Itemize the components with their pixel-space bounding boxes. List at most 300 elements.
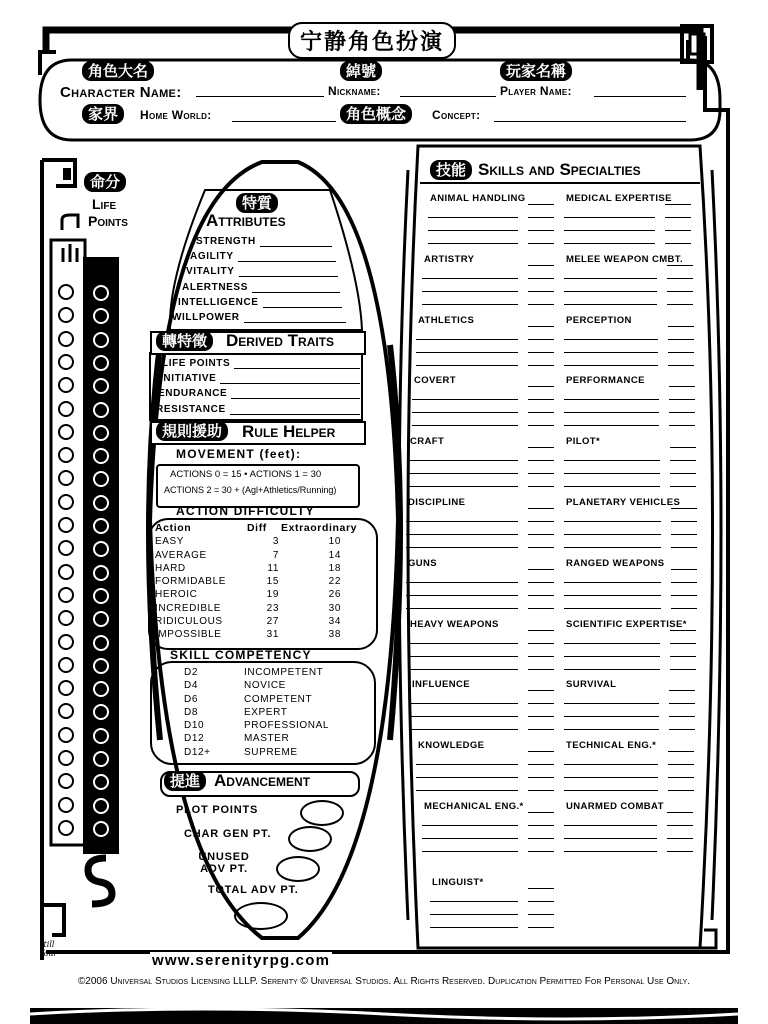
- home-world-field[interactable]: [232, 121, 336, 122]
- specialty-rating-field[interactable]: [671, 608, 697, 609]
- concept-label: Concept:: [432, 108, 481, 122]
- specialty-rating-field[interactable]: [528, 914, 554, 915]
- wound-circle[interactable]: [93, 821, 109, 837]
- specialty-field[interactable]: [422, 825, 518, 826]
- skill-rating-field[interactable]: [528, 751, 554, 752]
- specialty-field[interactable]: [422, 304, 518, 305]
- specialty-rating-field[interactable]: [528, 656, 554, 657]
- attribute-value-field[interactable]: [244, 312, 346, 323]
- specialty-rating-field[interactable]: [528, 399, 554, 400]
- specialty-field[interactable]: [416, 339, 518, 340]
- skill-label: HEAVY WEAPONS: [410, 618, 499, 630]
- specialty-field[interactable]: [564, 304, 657, 305]
- specialty-rating-field[interactable]: [670, 486, 696, 487]
- difficulty-diff: 15: [266, 576, 279, 588]
- specialty-field[interactable]: [422, 278, 518, 279]
- specialty-field[interactable]: [564, 582, 661, 583]
- wound-circle[interactable]: [93, 448, 109, 464]
- specialty-field[interactable]: [408, 643, 518, 644]
- specialty-field[interactable]: [564, 595, 661, 596]
- competency-level: INCOMPETENT: [244, 667, 324, 678]
- competency-level: PROFESSIONAL: [244, 720, 329, 732]
- character-name-cjk: 角色大名: [82, 61, 154, 81]
- specialty-rating-field[interactable]: [669, 412, 695, 413]
- skill-rating-field[interactable]: [670, 630, 696, 631]
- difficulty-extraordinary: 34: [328, 616, 341, 628]
- specialty-field[interactable]: [564, 777, 658, 778]
- wound-circle[interactable]: [93, 588, 109, 604]
- specialty-field[interactable]: [412, 399, 518, 400]
- specialty-rating-field[interactable]: [669, 399, 695, 400]
- total-adv-pt-field[interactable]: [234, 902, 288, 930]
- unused-adv-pt-field[interactable]: [276, 856, 320, 882]
- specialty-rating-field[interactable]: [528, 486, 554, 487]
- skill-rating-field[interactable]: [671, 508, 697, 509]
- nickname-label: Nickname:: [328, 84, 381, 98]
- specialty-rating-field[interactable]: [667, 291, 693, 292]
- difficulty-extraordinary: 18: [328, 562, 341, 574]
- derived-trait-value-field[interactable]: [220, 373, 360, 384]
- specialty-field[interactable]: [564, 838, 657, 839]
- competency-die: D12+: [184, 746, 211, 758]
- attribute-value-field[interactable]: [263, 297, 342, 308]
- specialty-rating-field[interactable]: [665, 230, 691, 231]
- wound-circle[interactable]: [93, 332, 109, 348]
- specialty-field[interactable]: [564, 716, 659, 717]
- character-name-field[interactable]: [196, 96, 324, 97]
- specialty-rating-field[interactable]: [668, 777, 694, 778]
- specialty-rating-field[interactable]: [528, 764, 554, 765]
- attribute-value-field[interactable]: [252, 282, 340, 293]
- wound-circle[interactable]: [93, 798, 109, 814]
- movement-line-1: ACTIONS 0 = 15 • ACTIONS 1 = 30: [170, 469, 322, 480]
- concept-field[interactable]: [494, 121, 686, 122]
- specialty-rating-field[interactable]: [528, 304, 554, 305]
- specialty-field[interactable]: [410, 729, 518, 730]
- derived-trait-label: LIFE POINTS: [162, 358, 231, 369]
- skill-rating-field[interactable]: [528, 690, 554, 691]
- specialty-rating-field[interactable]: [528, 230, 554, 231]
- life-point-circle[interactable]: [58, 820, 74, 836]
- life-points-label-2: Points: [88, 213, 128, 229]
- skill-rating-field[interactable]: [671, 569, 697, 570]
- specialty-rating-field[interactable]: [528, 473, 554, 474]
- specialty-rating-field[interactable]: [667, 851, 693, 852]
- life-point-circle[interactable]: [58, 680, 74, 696]
- wound-circle[interactable]: [93, 495, 109, 511]
- skill-rating-field[interactable]: [528, 630, 554, 631]
- specialty-field[interactable]: [416, 777, 518, 778]
- specialty-field[interactable]: [564, 473, 660, 474]
- specialty-rating-field[interactable]: [670, 460, 696, 461]
- difficulty-row: [155, 615, 367, 628]
- life-points-label-1: Life: [92, 196, 117, 212]
- skill-label: UNARMED COMBAT: [566, 801, 664, 812]
- skill-label: MECHANICAL ENG.*: [424, 801, 524, 812]
- specialty-rating-field[interactable]: [528, 838, 554, 839]
- attribute-label: AGILITY: [190, 251, 234, 263]
- derived-trait-value-field[interactable]: [234, 358, 360, 369]
- specialty-rating-field[interactable]: [670, 656, 696, 657]
- skill-rating-field[interactable]: [528, 326, 554, 327]
- life-point-circle[interactable]: [58, 424, 74, 440]
- rule-helper-cjk: 規則援助: [156, 421, 228, 441]
- specialty-rating-field[interactable]: [670, 669, 696, 670]
- specialty-field[interactable]: [564, 365, 658, 366]
- wound-circle[interactable]: [93, 565, 109, 581]
- specialty-field[interactable]: [564, 729, 659, 730]
- wound-circle[interactable]: [93, 402, 109, 418]
- skill-rating-field[interactable]: [528, 386, 554, 387]
- specialty-field[interactable]: [564, 656, 660, 657]
- specialty-rating-field[interactable]: [528, 217, 554, 218]
- skill-rating-field[interactable]: [668, 751, 694, 752]
- website-url[interactable]: www.serenityrpg.com: [152, 952, 331, 969]
- specialty-rating-field[interactable]: [528, 729, 554, 730]
- specialty-rating-field[interactable]: [668, 365, 694, 366]
- specialty-rating-field[interactable]: [668, 339, 694, 340]
- specialty-rating-field[interactable]: [668, 352, 694, 353]
- specialty-field[interactable]: [428, 243, 518, 244]
- plot-points-field[interactable]: [300, 800, 344, 826]
- specialty-field[interactable]: [564, 460, 660, 461]
- specialty-rating-field[interactable]: [528, 278, 554, 279]
- plot-points-label: PLOT POINTS: [176, 804, 259, 816]
- difficulty-action: FORMIDABLE: [155, 576, 227, 588]
- specialty-field[interactable]: [564, 412, 659, 413]
- difficulty-diff: 31: [266, 629, 279, 641]
- skill-label: GUNS: [408, 557, 438, 569]
- specialty-field[interactable]: [430, 927, 518, 928]
- specialty-rating-field[interactable]: [528, 927, 554, 928]
- specialty-rating-field[interactable]: [669, 425, 695, 426]
- skill-rating-field[interactable]: [528, 569, 554, 570]
- specialty-field[interactable]: [408, 473, 518, 474]
- specialty-field[interactable]: [412, 425, 518, 426]
- life-point-circle[interactable]: [58, 564, 74, 580]
- skill-rating-field[interactable]: [670, 447, 696, 448]
- life-point-circle[interactable]: [58, 284, 74, 300]
- specialty-field[interactable]: [564, 278, 657, 279]
- specialty-field[interactable]: [416, 365, 518, 366]
- attributes-title: Attributes: [206, 211, 286, 230]
- specialty-field[interactable]: [422, 851, 518, 852]
- wound-circle[interactable]: [93, 635, 109, 651]
- specialty-field[interactable]: [406, 595, 518, 596]
- competency-die: D12: [184, 733, 205, 745]
- specialty-rating-field[interactable]: [669, 729, 695, 730]
- life-point-circle[interactable]: [58, 797, 74, 813]
- specialty-rating-field[interactable]: [528, 851, 554, 852]
- difficulty-action: INCREDIBLE: [155, 602, 222, 614]
- specialty-field[interactable]: [564, 339, 658, 340]
- specialty-field[interactable]: [430, 901, 518, 902]
- difficulty-header-row: [155, 522, 367, 535]
- wound-circle[interactable]: [93, 425, 109, 441]
- char-gen-pt-label: CHAR GEN PT.: [184, 828, 272, 840]
- wound-circle[interactable]: [93, 681, 109, 697]
- derived-trait-label: ENDURANCE: [158, 388, 228, 400]
- life-point-circle[interactable]: [58, 517, 74, 533]
- difficulty-row: [155, 628, 367, 641]
- specialty-rating-field[interactable]: [528, 521, 554, 522]
- nickname-field[interactable]: [400, 96, 496, 97]
- specialty-field[interactable]: [564, 669, 660, 670]
- specialty-field[interactable]: [564, 643, 660, 644]
- specialty-rating-field[interactable]: [667, 825, 693, 826]
- specialty-field[interactable]: [564, 486, 660, 487]
- rule-helper-title: Rule Helper: [242, 422, 336, 441]
- nickname-cjk: 綽號: [340, 61, 382, 81]
- specialty-field[interactable]: [564, 352, 658, 353]
- specialty-rating-field[interactable]: [528, 460, 554, 461]
- specialty-rating-field[interactable]: [528, 703, 554, 704]
- difficulty-action: HARD: [155, 562, 186, 574]
- specialty-field[interactable]: [428, 230, 518, 231]
- skill-label: SURVIVAL: [566, 679, 617, 691]
- specialty-field[interactable]: [408, 656, 518, 657]
- life-point-circle[interactable]: [58, 401, 74, 417]
- skill-rating-field[interactable]: [668, 326, 694, 327]
- wound-circle[interactable]: [93, 285, 109, 301]
- life-point-circle[interactable]: [58, 657, 74, 673]
- skill-rating-field[interactable]: [528, 265, 554, 266]
- attribute-value-field[interactable]: [239, 266, 338, 277]
- life-point-circle[interactable]: [58, 750, 74, 766]
- skills-title: Skills and Specialties: [478, 160, 641, 179]
- specialty-field[interactable]: [564, 217, 655, 218]
- skill-label: CRAFT: [410, 436, 445, 448]
- derived-trait-label: INITIATIVE: [160, 373, 217, 385]
- difficulty-diff: 19: [266, 589, 279, 601]
- specialty-rating-field[interactable]: [671, 534, 697, 535]
- specialty-rating-field[interactable]: [671, 595, 697, 596]
- skill-rating-field[interactable]: [528, 204, 554, 205]
- specialty-rating-field[interactable]: [668, 790, 694, 791]
- competency-die: D2: [184, 667, 198, 678]
- difficulty-header-extraordinary: Extraordinary: [281, 522, 358, 534]
- competency-row: [184, 732, 329, 745]
- specialty-rating-field[interactable]: [669, 716, 695, 717]
- specialty-field[interactable]: [564, 790, 658, 791]
- difficulty-diff: 11: [267, 562, 279, 574]
- specialty-rating-field[interactable]: [528, 716, 554, 717]
- home-world-cjk: 家界: [82, 104, 124, 124]
- derived-trait-row: [156, 404, 360, 415]
- specialty-field[interactable]: [564, 521, 661, 522]
- specialty-rating-field[interactable]: [528, 534, 554, 535]
- difficulty-row: [155, 602, 367, 615]
- advancement-title: Advancement: [214, 771, 311, 790]
- difficulty-diff: 27: [266, 616, 279, 628]
- specialty-field[interactable]: [564, 547, 661, 548]
- specialty-rating-field[interactable]: [528, 669, 554, 670]
- attribute-value-field[interactable]: [260, 236, 332, 247]
- specialty-rating-field[interactable]: [528, 582, 554, 583]
- specialty-rating-field[interactable]: [528, 412, 554, 413]
- derived-trait-label: RESISTANCE: [156, 403, 226, 415]
- derived-trait-row: [160, 373, 360, 384]
- life-point-circle[interactable]: [58, 447, 74, 463]
- specialty-rating-field[interactable]: [671, 521, 697, 522]
- life-point-circle[interactable]: [58, 354, 74, 370]
- specialty-field[interactable]: [430, 914, 518, 915]
- skill-label: PILOT*: [566, 436, 601, 448]
- competency-die: D4: [184, 680, 198, 692]
- wound-circle[interactable]: [93, 355, 109, 371]
- skill-rating-field[interactable]: [669, 386, 695, 387]
- specialty-field[interactable]: [406, 547, 518, 548]
- attribute-row: [186, 266, 338, 277]
- skill-label: PERCEPTION: [566, 314, 632, 326]
- specialty-rating-field[interactable]: [668, 764, 694, 765]
- specialty-field[interactable]: [564, 764, 658, 765]
- competency-level: MASTER: [244, 733, 290, 745]
- difficulty-table: [155, 522, 367, 642]
- specialty-rating-field[interactable]: [528, 339, 554, 340]
- attribute-row: [172, 312, 346, 323]
- specialty-field[interactable]: [428, 217, 518, 218]
- specialty-rating-field[interactable]: [528, 595, 554, 596]
- derived-trait-value-field[interactable]: [230, 404, 360, 415]
- specialty-field[interactable]: [564, 230, 655, 231]
- competency-level: EXPERT: [244, 706, 288, 718]
- specialty-field[interactable]: [422, 838, 518, 839]
- specialty-rating-field[interactable]: [667, 278, 693, 279]
- difficulty-extraordinary: 26: [328, 589, 341, 601]
- competency-die: D6: [184, 693, 198, 705]
- specialty-field[interactable]: [564, 425, 659, 426]
- competency-level: COMPETENT: [244, 693, 313, 705]
- competency-level: SUPREME: [244, 746, 298, 758]
- specialty-field[interactable]: [564, 703, 659, 704]
- life-point-circle[interactable]: [58, 331, 74, 347]
- specialty-rating-field[interactable]: [665, 217, 691, 218]
- specialty-field[interactable]: [564, 608, 661, 609]
- difficulty-extraordinary: 10: [328, 536, 341, 548]
- movement-line-2: ACTIONS 2 = 30 + (Agl+Athletics/Running): [164, 485, 337, 495]
- wound-circle[interactable]: [93, 658, 109, 674]
- derived-trait-row: [158, 388, 360, 399]
- skill-label: ANIMAL HANDLING: [430, 193, 526, 204]
- specialty-field[interactable]: [564, 399, 659, 400]
- specialty-field[interactable]: [408, 460, 518, 461]
- skill-label: ARTISTRY: [424, 253, 475, 265]
- attribute-row: [196, 236, 332, 247]
- skill-rating-field[interactable]: [528, 812, 554, 813]
- competency-title: SKILL COMPETENCY: [170, 648, 312, 662]
- specialty-field[interactable]: [564, 825, 657, 826]
- specialty-field[interactable]: [406, 534, 518, 535]
- skill-label: RANGED WEAPONS: [566, 557, 665, 569]
- specialty-field[interactable]: [406, 608, 518, 609]
- specialty-field[interactable]: [412, 412, 518, 413]
- skill-label: PERFORMANCE: [566, 375, 645, 387]
- difficulty-row: [155, 575, 367, 588]
- wound-circle[interactable]: [93, 728, 109, 744]
- skill-label: COVERT: [414, 375, 456, 387]
- specialty-field[interactable]: [564, 243, 655, 244]
- player-name-field[interactable]: [594, 96, 686, 97]
- specialty-rating-field[interactable]: [670, 643, 696, 644]
- specialty-field[interactable]: [564, 534, 661, 535]
- specialty-rating-field[interactable]: [528, 901, 554, 902]
- difficulty-action: IMPOSSIBLE: [155, 629, 222, 641]
- specialty-rating-field[interactable]: [528, 547, 554, 548]
- specialty-rating-field[interactable]: [528, 777, 554, 778]
- specialty-field[interactable]: [410, 716, 518, 717]
- skill-label: SCIENTIFIC EXPERTISE*: [566, 618, 687, 630]
- skills-cjk: 技能: [430, 160, 472, 180]
- attributes-cjk: 特質: [236, 193, 278, 213]
- specialty-rating-field[interactable]: [528, 365, 554, 366]
- specialty-field[interactable]: [564, 291, 657, 292]
- specialty-field[interactable]: [416, 764, 518, 765]
- specialty-field[interactable]: [410, 703, 518, 704]
- specialty-rating-field[interactable]: [669, 703, 695, 704]
- attribute-value-field[interactable]: [238, 251, 336, 262]
- specialty-field[interactable]: [416, 352, 518, 353]
- specialty-rating-field[interactable]: [667, 304, 693, 305]
- skill-rating-field[interactable]: [528, 508, 554, 509]
- life-point-circle[interactable]: [58, 727, 74, 743]
- life-point-circle[interactable]: [58, 587, 74, 603]
- specialty-rating-field[interactable]: [528, 352, 554, 353]
- specialty-field[interactable]: [408, 669, 518, 670]
- specialty-rating-field[interactable]: [528, 291, 554, 292]
- specialty-rating-field[interactable]: [528, 790, 554, 791]
- skill-rating-field[interactable]: [665, 204, 691, 205]
- skill-rating-field[interactable]: [667, 265, 693, 266]
- specialty-rating-field[interactable]: [528, 643, 554, 644]
- specialty-rating-field[interactable]: [528, 825, 554, 826]
- skill-rating-field[interactable]: [528, 888, 554, 889]
- competency-row: [184, 706, 329, 719]
- skill-rating-field[interactable]: [669, 690, 695, 691]
- wound-circle[interactable]: [93, 518, 109, 534]
- difficulty-diff: 3: [272, 536, 279, 548]
- specialty-rating-field[interactable]: [528, 608, 554, 609]
- specialty-rating-field[interactable]: [665, 243, 691, 244]
- skill-rating-field[interactable]: [528, 447, 554, 448]
- specialty-field[interactable]: [408, 486, 518, 487]
- char-gen-pt-field[interactable]: [288, 826, 332, 852]
- difficulty-diff: 7: [272, 549, 279, 561]
- specialty-rating-field[interactable]: [671, 547, 697, 548]
- attribute-label: WILLPOWER: [172, 312, 240, 323]
- specialty-rating-field[interactable]: [667, 838, 693, 839]
- specialty-field[interactable]: [416, 790, 518, 791]
- specialty-field[interactable]: [422, 291, 518, 292]
- life-point-circle[interactable]: [58, 634, 74, 650]
- specialty-rating-field[interactable]: [671, 582, 697, 583]
- specialty-rating-field[interactable]: [528, 243, 554, 244]
- wound-circle[interactable]: [93, 751, 109, 767]
- specialty-field[interactable]: [406, 582, 518, 583]
- skills-title-rule: [420, 182, 700, 184]
- specialty-rating-field[interactable]: [528, 425, 554, 426]
- specialty-field[interactable]: [564, 851, 657, 852]
- attribute-label: VITALITY: [186, 266, 235, 278]
- movement-title: MOVEMENT (feet):: [176, 447, 302, 461]
- derived-traits-cjk: 轉特徵: [156, 331, 213, 351]
- sheet-title: [288, 22, 456, 59]
- derived-trait-value-field[interactable]: [231, 388, 360, 399]
- life-point-circle[interactable]: [58, 494, 74, 510]
- skill-rating-field[interactable]: [667, 812, 693, 813]
- specialty-rating-field[interactable]: [670, 473, 696, 474]
- specialty-field[interactable]: [406, 521, 518, 522]
